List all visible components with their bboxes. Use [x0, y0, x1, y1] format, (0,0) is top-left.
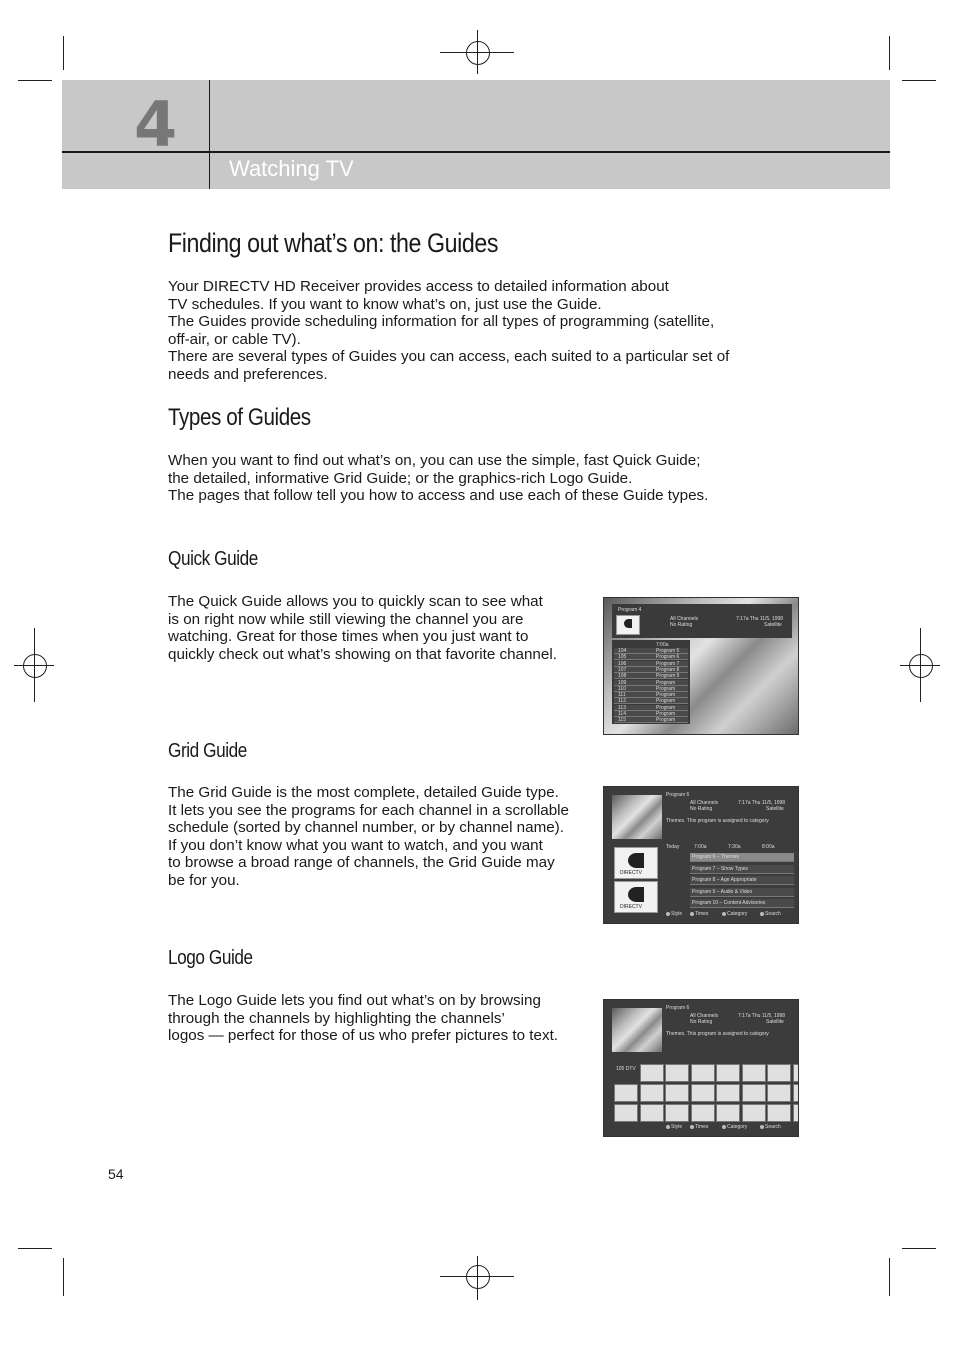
time-slot: 7:00a [694, 844, 707, 850]
program-name: Program [656, 679, 676, 686]
info-source: Satellite [766, 1019, 784, 1025]
quick-guide-paragraph: The Quick Guide allows you to quickly scan to see what is on right now while still viewing the channel you are watching. Great for those times when you just want to quickly check out what’s showing on that favorite channel. [168, 593, 557, 663]
crop-mark [902, 80, 936, 81]
info-datetime: 7:17a Thu 11/5, 1998 [736, 616, 784, 622]
program-title: Program 8 – Age Appropriate [692, 877, 757, 883]
channel-logo-tile [665, 1084, 689, 1102]
info-channels: All Channels [690, 1013, 719, 1019]
program-name: Program [656, 685, 676, 692]
time-slot: 7:30a [728, 844, 741, 850]
info-datetime: 7:17a Thu 11/5, 1998 [738, 1013, 786, 1019]
crop-mark [18, 80, 52, 81]
channel-logo-tile [742, 1104, 766, 1122]
program-name: Program [656, 711, 676, 717]
program-description: Themes. This program is assigned to category [666, 1031, 769, 1037]
page-title: Finding out what’s on: the Guides [168, 228, 499, 258]
channel-logo-tile [716, 1064, 740, 1082]
channel-logo-tile [793, 1084, 800, 1102]
footer-search: Search [760, 911, 781, 917]
channel-number: 112 [618, 698, 626, 705]
channel-logo-tile [767, 1084, 791, 1102]
program-name: Program [656, 692, 676, 699]
program-name: Program [656, 704, 676, 711]
channel-logo-tile [640, 1064, 664, 1082]
chapter-number: 4 [134, 88, 178, 161]
directv-logo [616, 615, 640, 635]
footer-category: Category [722, 911, 747, 917]
types-paragraph: When you want to find out what’s on, you can use the simple, fast Quick Guide; the detailed, informative Grid Guide; or the graphics-rich Logo Guide. The pages that follow tell you how to access and use each of these Guide types. [168, 452, 709, 505]
channel-logo-tile [793, 1064, 800, 1082]
channel-logo-tile [614, 1084, 638, 1102]
channel-logo-tile [691, 1104, 715, 1122]
info-datetime: 7:17a Thu 11/5, 1998 [738, 800, 786, 806]
program-name: Program 6 [666, 1005, 690, 1011]
channel-number: 110 [618, 685, 626, 692]
channel-number: 109 [618, 679, 627, 686]
info-rating: No Rating [690, 1019, 713, 1025]
channel-logo-tile [767, 1064, 791, 1082]
channel-logo-tile [742, 1064, 766, 1082]
logo-guide-screenshot [603, 999, 799, 1137]
program-description: Themes. This program is assigned to category [666, 818, 769, 824]
channel-logo-tile [691, 1084, 715, 1102]
logo-guide-paragraph: The Logo Guide lets you find out what’s on by browsing through the channels by highlighting the channels’ logos — perfect for those of us who prefer pictures to text. [168, 992, 559, 1045]
crop-mark [889, 36, 890, 70]
footer-style: Style [666, 1124, 682, 1130]
channel-number: 104 [618, 648, 627, 654]
program-name: Program 4 [618, 607, 642, 613]
channel-logo-tile [640, 1084, 664, 1102]
crop-mark [63, 36, 64, 70]
info-channels: All Channels [690, 800, 719, 806]
channel-logo-tile [614, 1104, 638, 1122]
crop-mark [18, 1248, 52, 1249]
time-header: 7:00a [656, 642, 669, 648]
channel-logo-tile [716, 1084, 740, 1102]
channel-number: 108 [618, 673, 627, 680]
preview-thumbnail [612, 795, 662, 839]
program-name: Program 5 [656, 648, 680, 654]
channel-logo-tile [767, 1104, 791, 1122]
footer-search: Search [760, 1124, 781, 1130]
grid-guide-screenshot [603, 786, 799, 924]
crop-mark [63, 1258, 64, 1296]
registration-mark [466, 1265, 490, 1289]
program-name: Program 6 [666, 792, 690, 798]
program-name: Program [656, 698, 676, 705]
logo-brand: DIRECTV [620, 904, 642, 910]
program-name: Program 9 [656, 673, 680, 680]
registration-mark [23, 654, 47, 678]
info-source: Satellite [764, 622, 782, 628]
preview-thumbnail [612, 1008, 662, 1052]
quick-guide-screenshot [603, 597, 799, 735]
crop-mark [889, 1258, 890, 1296]
grid-guide-heading: Grid Guide [168, 740, 247, 762]
info-source: Satellite [766, 806, 784, 812]
channel-number: 111 [618, 692, 626, 699]
channel-number: 115 [618, 717, 626, 724]
channel-number: 113 [618, 704, 626, 711]
channel-logo-tile [742, 1084, 766, 1102]
channel-number: 105 DTV [616, 1066, 636, 1072]
program-title: Program 7 – Show Types [692, 865, 749, 872]
header-divider [209, 80, 210, 189]
grid-guide-paragraph: The Grid Guide is the most complete, detailed Guide type. It lets you see the programs for each channel in a scrollable schedule (sorted by channel number, or by channel name). If you don’t know what you want to watch, and you want to browse a broad range of channels, the Grid Guide may be for you. [168, 784, 570, 889]
info-rating: No Rating [690, 806, 713, 812]
channel-logo-tile [691, 1064, 715, 1082]
program-name: Program 7 [656, 660, 680, 667]
time-today: Today [666, 844, 680, 850]
program-title: Program 10 – Content Advisories [692, 900, 766, 906]
info-channels: All Channels [670, 616, 699, 622]
channel-logo-tile [640, 1104, 664, 1122]
intro-paragraph: Your DIRECTV HD Receiver provides access to detailed information about TV schedules. If you want to know what’s on, just use the Guide. The Guides provide scheduling information for all types of programming (satellite, off-air, or cable TV). There are several types of Guides you can access, each suited to a particular set of needs and preferences. [168, 278, 730, 383]
program-title: Program 6 – Themes [692, 854, 739, 860]
crop-mark [902, 1248, 936, 1249]
logo-brand: DIRECTV [620, 870, 642, 876]
chapter-title: Watching TV [229, 156, 354, 181]
channel-number: 114 [618, 711, 626, 717]
program-title: Program 9 – Audio & Video [692, 888, 753, 895]
program-name: Program [656, 717, 676, 724]
channel-logo-tile [665, 1064, 689, 1082]
program-name: Program 6 [656, 654, 680, 661]
info-rating: No Rating [670, 622, 693, 628]
channel-number: 105 [618, 654, 627, 661]
page-number: 54 [108, 1166, 124, 1182]
footer-times: Times [690, 1124, 708, 1130]
quick-guide-heading: Quick Guide [168, 548, 258, 570]
registration-mark [466, 41, 490, 65]
types-heading: Types of Guides [168, 404, 311, 431]
footer-category: Category [722, 1124, 747, 1130]
chapter-header [62, 80, 890, 189]
footer-times: Times [690, 911, 708, 917]
time-slot: 8:00a [762, 844, 775, 850]
program-name: Program 8 [656, 666, 680, 673]
logo-guide-heading: Logo Guide [168, 947, 253, 969]
channel-logo-tile [716, 1104, 740, 1122]
channel-number: 106 [618, 660, 627, 667]
channel-logo-tile [665, 1104, 689, 1122]
footer-style: Style [666, 911, 682, 917]
channel-number: 107 [618, 666, 627, 673]
channel-logo-tile [793, 1104, 800, 1122]
registration-mark [909, 654, 933, 678]
